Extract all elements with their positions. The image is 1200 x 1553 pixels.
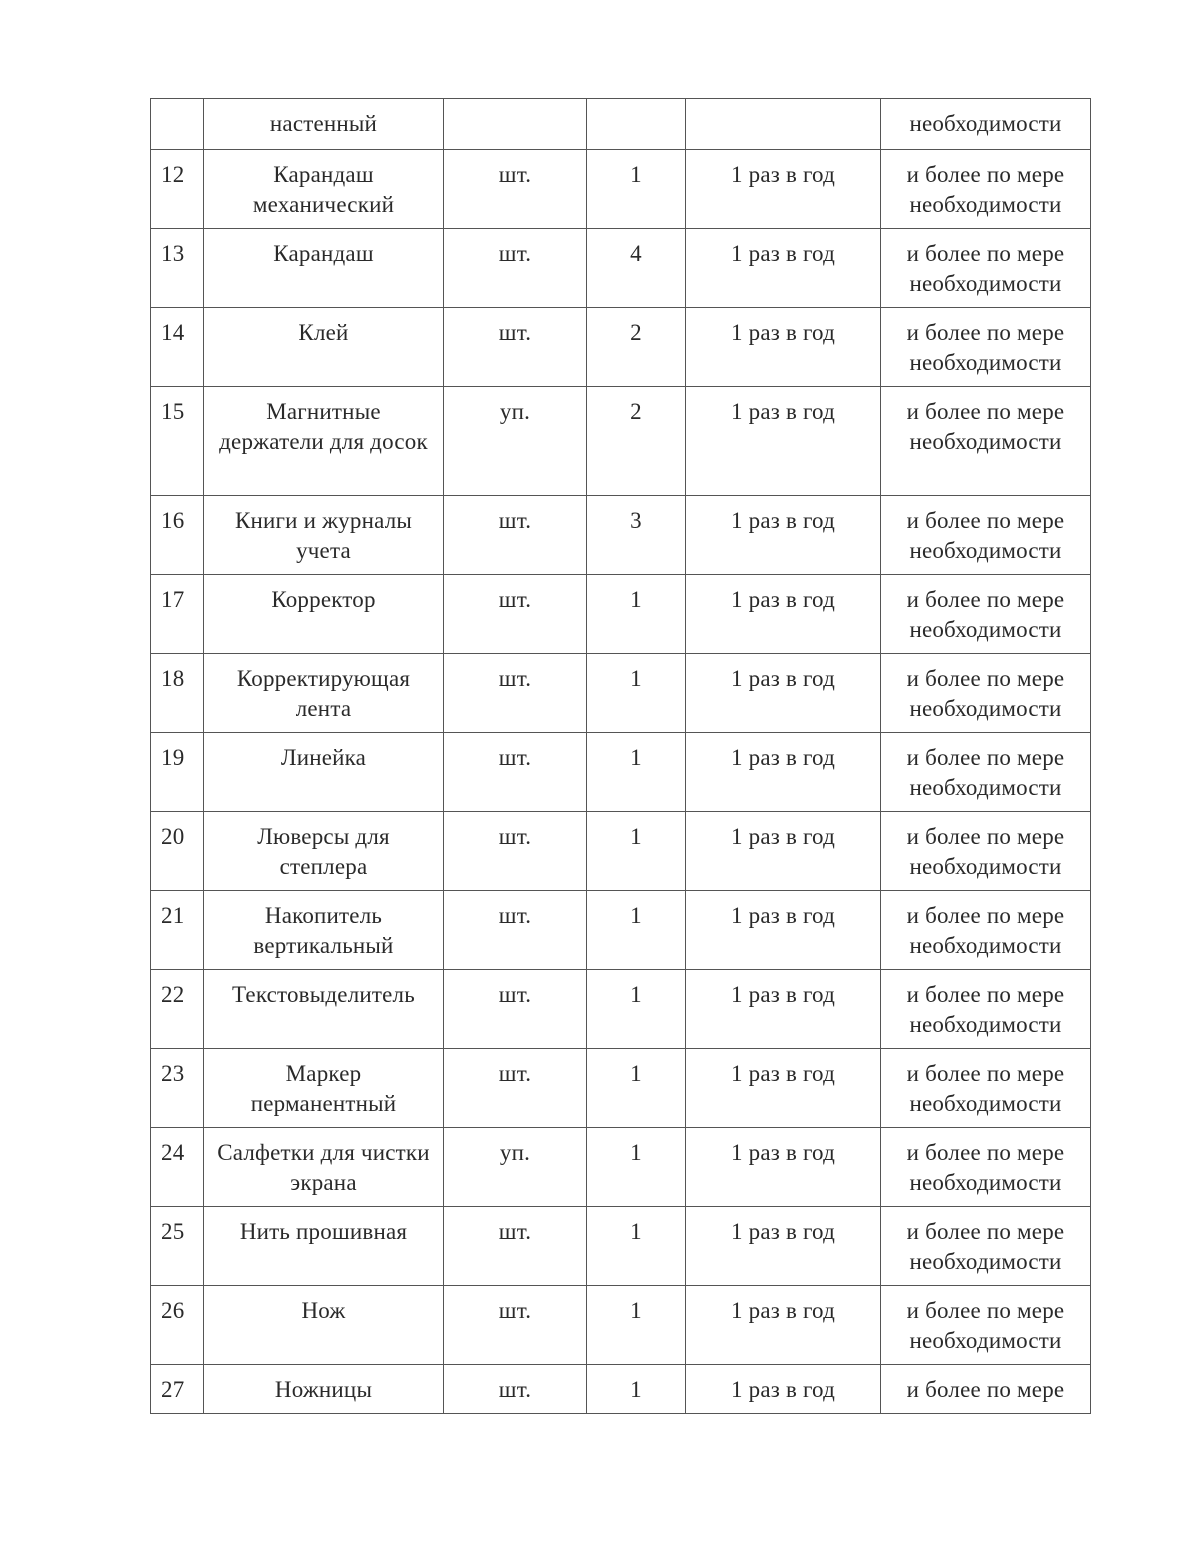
item-name: Текстовыделитель <box>204 970 444 1049</box>
item-frequency: 1 раз в год <box>686 733 881 812</box>
item-note: и более по мере необходимости <box>881 1286 1091 1365</box>
item-note: и более по мере необходимости <box>881 1049 1091 1128</box>
item-frequency: 1 раз в год <box>686 654 881 733</box>
item-note: и более по мере необходимости <box>881 387 1091 496</box>
row-number: 24 <box>151 1128 204 1207</box>
row-number: 15 <box>151 387 204 496</box>
item-quantity: 1 <box>587 1286 686 1365</box>
row-number: 19 <box>151 733 204 812</box>
item-frequency: 1 раз в год <box>686 229 881 308</box>
item-frequency <box>686 99 881 150</box>
row-number: 22 <box>151 970 204 1049</box>
item-unit: шт. <box>444 229 587 308</box>
item-unit: шт. <box>444 308 587 387</box>
item-frequency: 1 раз в год <box>686 1128 881 1207</box>
item-note: и более по мере необходимости <box>881 150 1091 229</box>
table-row <box>151 308 1091 387</box>
item-quantity: 1 <box>587 575 686 654</box>
table-row <box>151 387 1091 496</box>
item-quantity <box>587 99 686 150</box>
item-unit: уп. <box>444 1128 587 1207</box>
item-name: Карандаш <box>204 229 444 308</box>
item-quantity: 1 <box>587 970 686 1049</box>
item-quantity: 1 <box>587 1207 686 1286</box>
item-name: Книги и журналы учета <box>204 496 444 575</box>
table-row <box>151 891 1091 970</box>
item-quantity: 1 <box>587 1128 686 1207</box>
row-number: 12 <box>151 150 204 229</box>
item-note: необходимости <box>881 99 1091 150</box>
item-unit <box>444 99 587 150</box>
item-name: Корректор <box>204 575 444 654</box>
item-quantity: 2 <box>587 387 686 496</box>
item-unit: шт. <box>444 891 587 970</box>
row-number: 25 <box>151 1207 204 1286</box>
item-note: и более по мере необходимости <box>881 970 1091 1049</box>
item-frequency: 1 раз в год <box>686 891 881 970</box>
item-frequency: 1 раз в год <box>686 1207 881 1286</box>
row-number: 16 <box>151 496 204 575</box>
item-note: и более по мере необходимости <box>881 1207 1091 1286</box>
item-name: Нить прошивная <box>204 1207 444 1286</box>
table-row <box>151 733 1091 812</box>
item-unit: уп. <box>444 387 587 496</box>
supply-table <box>150 98 1091 1414</box>
item-name: Клей <box>204 308 444 387</box>
item-quantity: 1 <box>587 891 686 970</box>
item-note: и более по мере необходимости <box>881 812 1091 891</box>
item-name: Люверсы для степлера <box>204 812 444 891</box>
row-number: 17 <box>151 575 204 654</box>
item-quantity: 1 <box>587 654 686 733</box>
table-row <box>151 1128 1091 1207</box>
item-unit: шт. <box>444 654 587 733</box>
item-note: и более по мере необходимости <box>881 1128 1091 1207</box>
table-row <box>151 229 1091 308</box>
item-note: и более по мере <box>881 1365 1091 1414</box>
item-name: Карандаш механический <box>204 150 444 229</box>
table-row <box>151 1365 1091 1414</box>
item-note: и более по мере необходимости <box>881 891 1091 970</box>
item-quantity: 1 <box>587 150 686 229</box>
item-unit: шт. <box>444 1365 587 1414</box>
item-quantity: 4 <box>587 229 686 308</box>
item-unit: шт. <box>444 575 587 654</box>
table-row <box>151 1286 1091 1365</box>
row-number: 18 <box>151 654 204 733</box>
item-name: Накопитель вертикальный <box>204 891 444 970</box>
item-name: Маркер перманентный <box>204 1049 444 1128</box>
row-number: 21 <box>151 891 204 970</box>
item-unit: шт. <box>444 812 587 891</box>
item-frequency: 1 раз в год <box>686 1049 881 1128</box>
item-name: Ножницы <box>204 1365 444 1414</box>
item-frequency: 1 раз в год <box>686 308 881 387</box>
table-row <box>151 1049 1091 1128</box>
row-number: 14 <box>151 308 204 387</box>
document-page <box>150 98 1090 1414</box>
item-quantity: 1 <box>587 733 686 812</box>
item-frequency: 1 раз в год <box>686 1365 881 1414</box>
item-frequency: 1 раз в год <box>686 150 881 229</box>
item-name: Корректирующая лента <box>204 654 444 733</box>
item-unit: шт. <box>444 970 587 1049</box>
table-row-continued <box>151 99 1091 150</box>
item-note: и более по мере необходимости <box>881 229 1091 308</box>
item-name: Нож <box>204 1286 444 1365</box>
table-row <box>151 654 1091 733</box>
row-number: 13 <box>151 229 204 308</box>
item-note: и более по мере необходимости <box>881 654 1091 733</box>
item-frequency: 1 раз в год <box>686 970 881 1049</box>
row-number: 20 <box>151 812 204 891</box>
item-quantity: 2 <box>587 308 686 387</box>
item-frequency: 1 раз в год <box>686 1286 881 1365</box>
item-frequency: 1 раз в год <box>686 387 881 496</box>
table-row <box>151 970 1091 1049</box>
table-row <box>151 1207 1091 1286</box>
item-name: Магнитные держатели для досок <box>204 387 444 496</box>
row-number: 23 <box>151 1049 204 1128</box>
item-frequency: 1 раз в год <box>686 496 881 575</box>
row-number <box>151 99 204 150</box>
item-frequency: 1 раз в год <box>686 812 881 891</box>
item-frequency: 1 раз в год <box>686 575 881 654</box>
item-unit: шт. <box>444 150 587 229</box>
item-quantity: 1 <box>587 812 686 891</box>
item-unit: шт. <box>444 733 587 812</box>
item-note: и более по мере необходимости <box>881 575 1091 654</box>
item-quantity: 3 <box>587 496 686 575</box>
row-number: 26 <box>151 1286 204 1365</box>
table-row <box>151 496 1091 575</box>
table-row <box>151 150 1091 229</box>
table-row <box>151 812 1091 891</box>
item-unit: шт. <box>444 1286 587 1365</box>
item-note: и более по мере необходимости <box>881 496 1091 575</box>
item-quantity: 1 <box>587 1365 686 1414</box>
table-row <box>151 575 1091 654</box>
item-name: настенный <box>204 99 444 150</box>
item-note: и более по мере необходимости <box>881 308 1091 387</box>
item-note: и более по мере необходимости <box>881 733 1091 812</box>
item-quantity: 1 <box>587 1049 686 1128</box>
item-name: Линейка <box>204 733 444 812</box>
item-unit: шт. <box>444 1049 587 1128</box>
row-number: 27 <box>151 1365 204 1414</box>
item-name: Салфетки для чистки экрана <box>204 1128 444 1207</box>
item-unit: шт. <box>444 1207 587 1286</box>
item-unit: шт. <box>444 496 587 575</box>
